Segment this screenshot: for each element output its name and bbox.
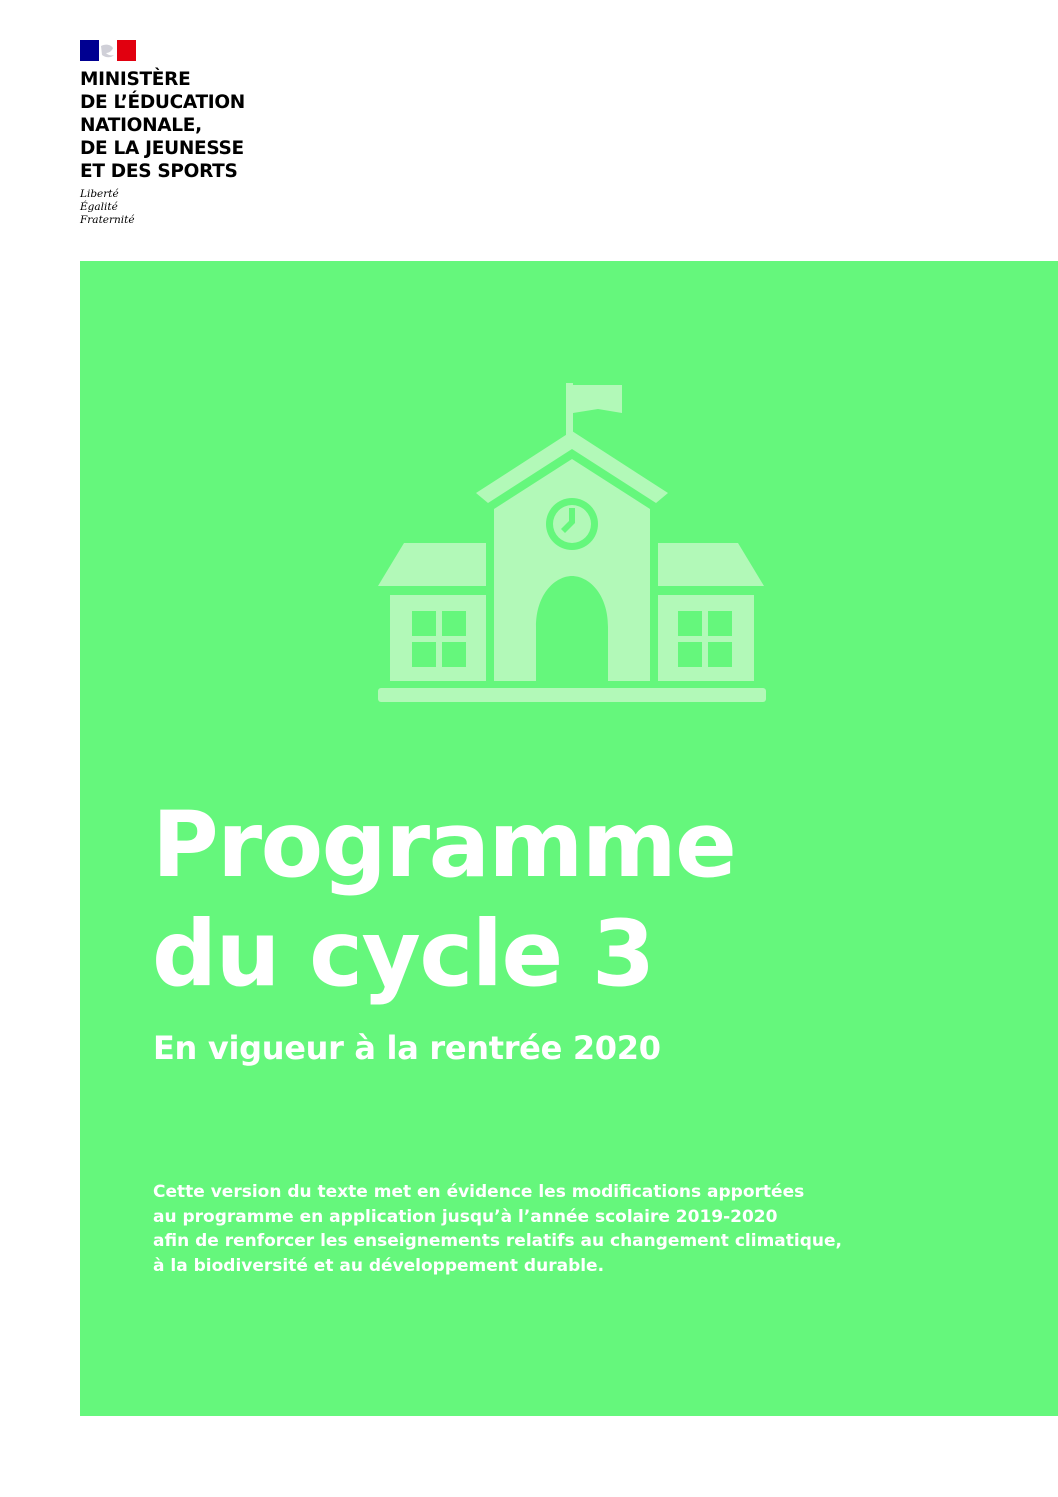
ministry-logo <box>80 40 245 227</box>
cover-panel <box>80 261 1058 1416</box>
description-line: Cette version du texte met en évidence les modifications apportées <box>153 1182 805 1202</box>
motto-line: Liberté <box>80 188 119 200</box>
motto-line: Fraternité <box>80 214 135 226</box>
document-description <box>153 1180 973 1278</box>
motto-line: Égalité <box>80 201 118 213</box>
document-subtitle: En vigueur à la rentrée 2020 <box>153 1029 661 1067</box>
document-title <box>152 791 735 1009</box>
ministry-name <box>80 68 245 183</box>
description-line: au programme en application jusqu’à l’année scolaire 2019-2020 <box>153 1206 778 1227</box>
title-line: du cycle 3 <box>152 902 654 1007</box>
ministry-line: DE LA JEUNESSE <box>80 138 244 159</box>
school-building-icon <box>376 381 768 705</box>
description-line: afin de renforcer les enseignements relatifs au changement climatique, <box>153 1231 842 1251</box>
ministry-line: MINISTÈRE <box>80 69 191 90</box>
marianne-flag-icon <box>80 40 136 61</box>
ministry-line: DE L’ÉDUCATION <box>80 92 245 113</box>
ministry-line: ET DES SPORTS <box>80 161 238 182</box>
title-line: Programme <box>152 793 736 898</box>
ministry-line: NATIONALE, <box>80 115 202 136</box>
republic-motto <box>80 188 245 227</box>
description-line: à la biodiversité et au développement durable. <box>153 1255 605 1276</box>
